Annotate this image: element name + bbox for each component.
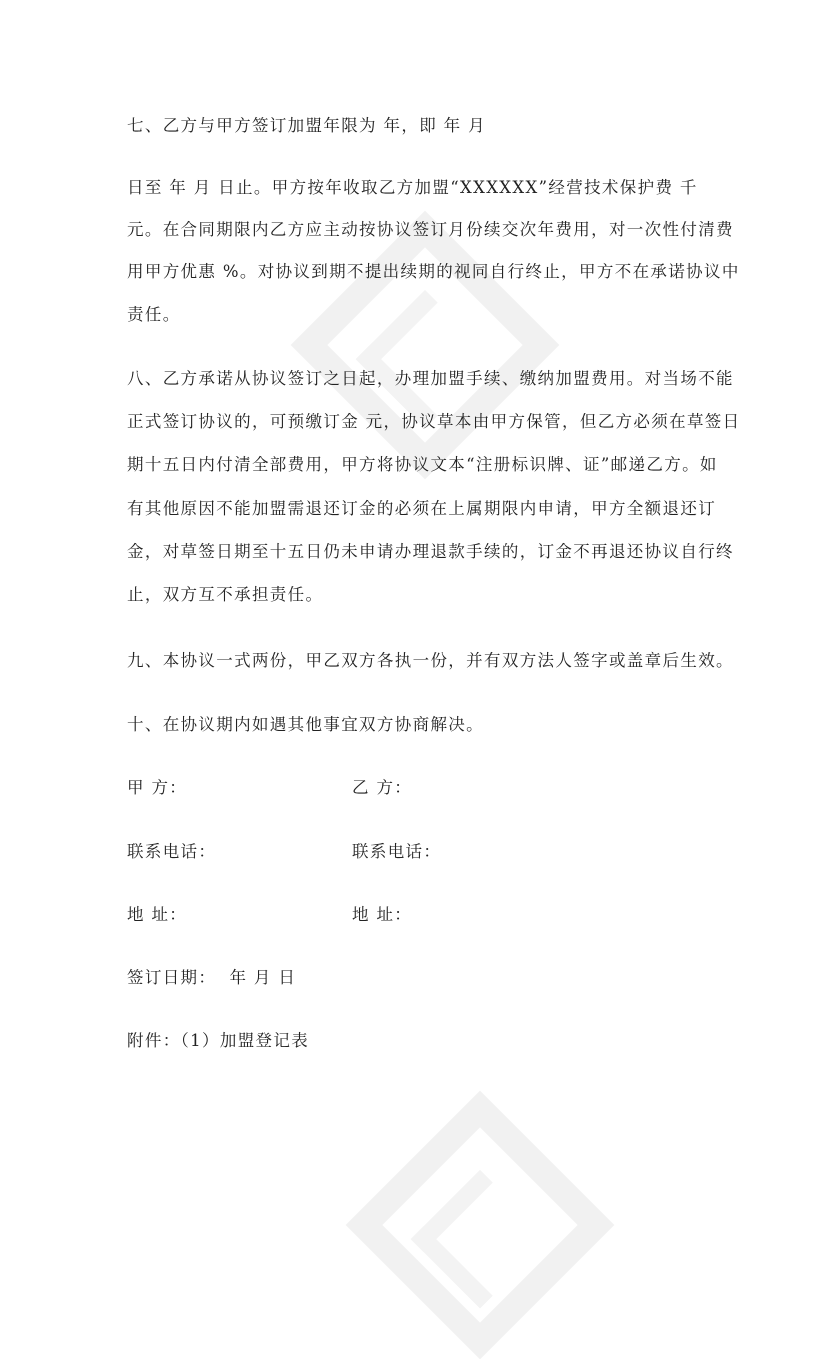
clause-7-line-1: 七、乙方与甲方签订加盟年限为 年，即 年 月 [127, 116, 486, 135]
attachment: 附件：（1）加盟登记表 [127, 1031, 310, 1050]
phone-a-label: 联系电话： [127, 842, 217, 861]
party-b-label: 乙 方： [352, 778, 413, 797]
clause-8-line-4: 有其他原因不能加盟需退还订金的必须在上属期限内申请，甲方全额退还订 [127, 499, 717, 518]
clause-7-line-2: 日至 年 月 日止。甲方按年收取乙方加盟“XXXXXX”经营技术保护费 千 [127, 178, 698, 197]
address-a-label: 地 址： [127, 905, 188, 924]
clause-8-line-3: 期十五日内付清全部费用，甲方将协议文本“注册标识牌、证”邮递乙方。如 [127, 455, 718, 474]
clause-8-line-2: 正式签订协议的，可预缴订金 元，协议草本由甲方保管，但乙方必须在草签日 [127, 412, 741, 431]
clause-8-line-1: 八、乙方承诺从协议签订之日起，办理加盟手续、缴纳加盟费用。对当场不能 [127, 369, 734, 388]
clause-9: 九、本协议一式两份，甲乙双方各执一份，并有双方法人签字或盖章后生效。 [127, 651, 734, 670]
clause-7-line-4: 用甲方优惠 %。对协议到期不提出续期的视同自行终止，甲方不在承诺协议中 [127, 262, 740, 281]
sign-date: 签订日期： 年 月 日 [127, 968, 297, 987]
watermark-logo-top [291, 211, 560, 480]
phone-b-label: 联系电话： [352, 842, 442, 861]
address-b-label: 地 址： [352, 905, 413, 924]
party-a-label: 甲 方： [127, 778, 188, 797]
clause-7-line-3: 元。在合同期限内乙方应主动按协议签订月份续交次年费用，对一次性付清费 [127, 220, 734, 239]
clause-8-line-6: 止，双方互不承担责任。 [127, 585, 324, 604]
clause-7-line-5: 责任。 [127, 305, 181, 324]
clause-8-line-5: 金，对草签日期至十五日仍未申请办理退款手续的，订金不再退还协议自行终 [127, 542, 734, 561]
watermark-logo-bottom [346, 1091, 615, 1359]
clause-10: 十、在协议期内如遇其他事宜双方协商解决。 [127, 715, 484, 734]
